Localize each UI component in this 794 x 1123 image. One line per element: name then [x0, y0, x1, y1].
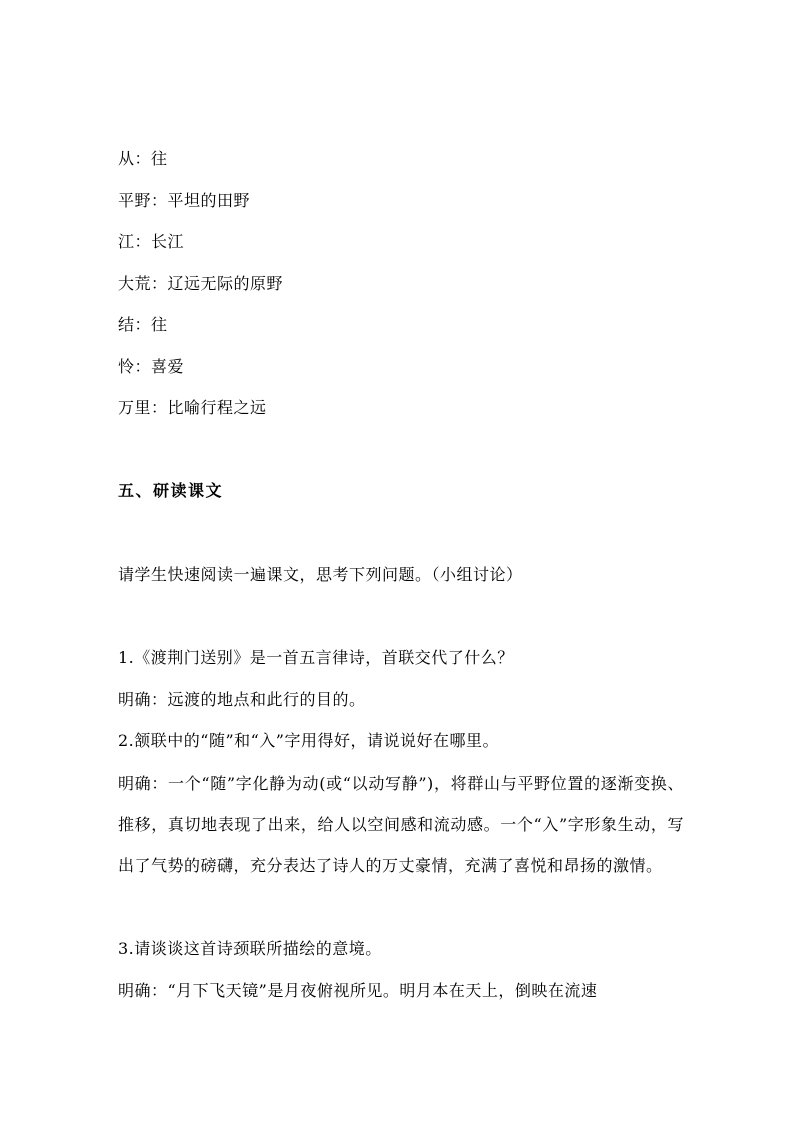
glossary-entry: 大荒：辽远无际的原野 [118, 274, 284, 293]
glossary-entry: 怜：喜爱 [118, 357, 185, 376]
glossary-entry: 结：往 [118, 315, 168, 334]
glossary-entry: 从：往 [118, 149, 168, 168]
glossary-entry: 平野：平坦的田野 [118, 191, 251, 210]
glossary-entry: 江：长江 [118, 232, 185, 251]
glossary-entry: 万里：比喻行程之远 [118, 398, 267, 417]
answer-3: 明确：“月下飞天镜”是月夜俯视所见。明月本在天上，倒映在流速 [118, 981, 598, 1000]
section-heading: 五、研读课文 [118, 481, 224, 500]
section-intro: 请学生快速阅读一遍课文，思考下列问题。（小组讨论） [118, 565, 523, 584]
question-3: 3.请谈谈这首诗颈联所描绘的意境。 [118, 939, 382, 958]
answer-2: 明确：一个“随”字化静为动(或“以动写静”)，将群山与平野位置的逐渐变换、推移，真切地表现了出来，给人以空间感和流动感。一个“入”字形象生动，写出了气势的磅礴，充分表达了诗人的万丈豪情，充满了喜悦和昂扬的激情。 [118, 774, 684, 875]
question-2: 2.颔联中的“随”和“入”字用得好，请说说好在哪里。 [118, 731, 499, 750]
question-1: 1.《渡荆门送别》是一首五言律诗，首联交代了什么？ [118, 648, 514, 667]
answer-1: 明确：远渡的地点和此行的目的。 [118, 690, 366, 709]
